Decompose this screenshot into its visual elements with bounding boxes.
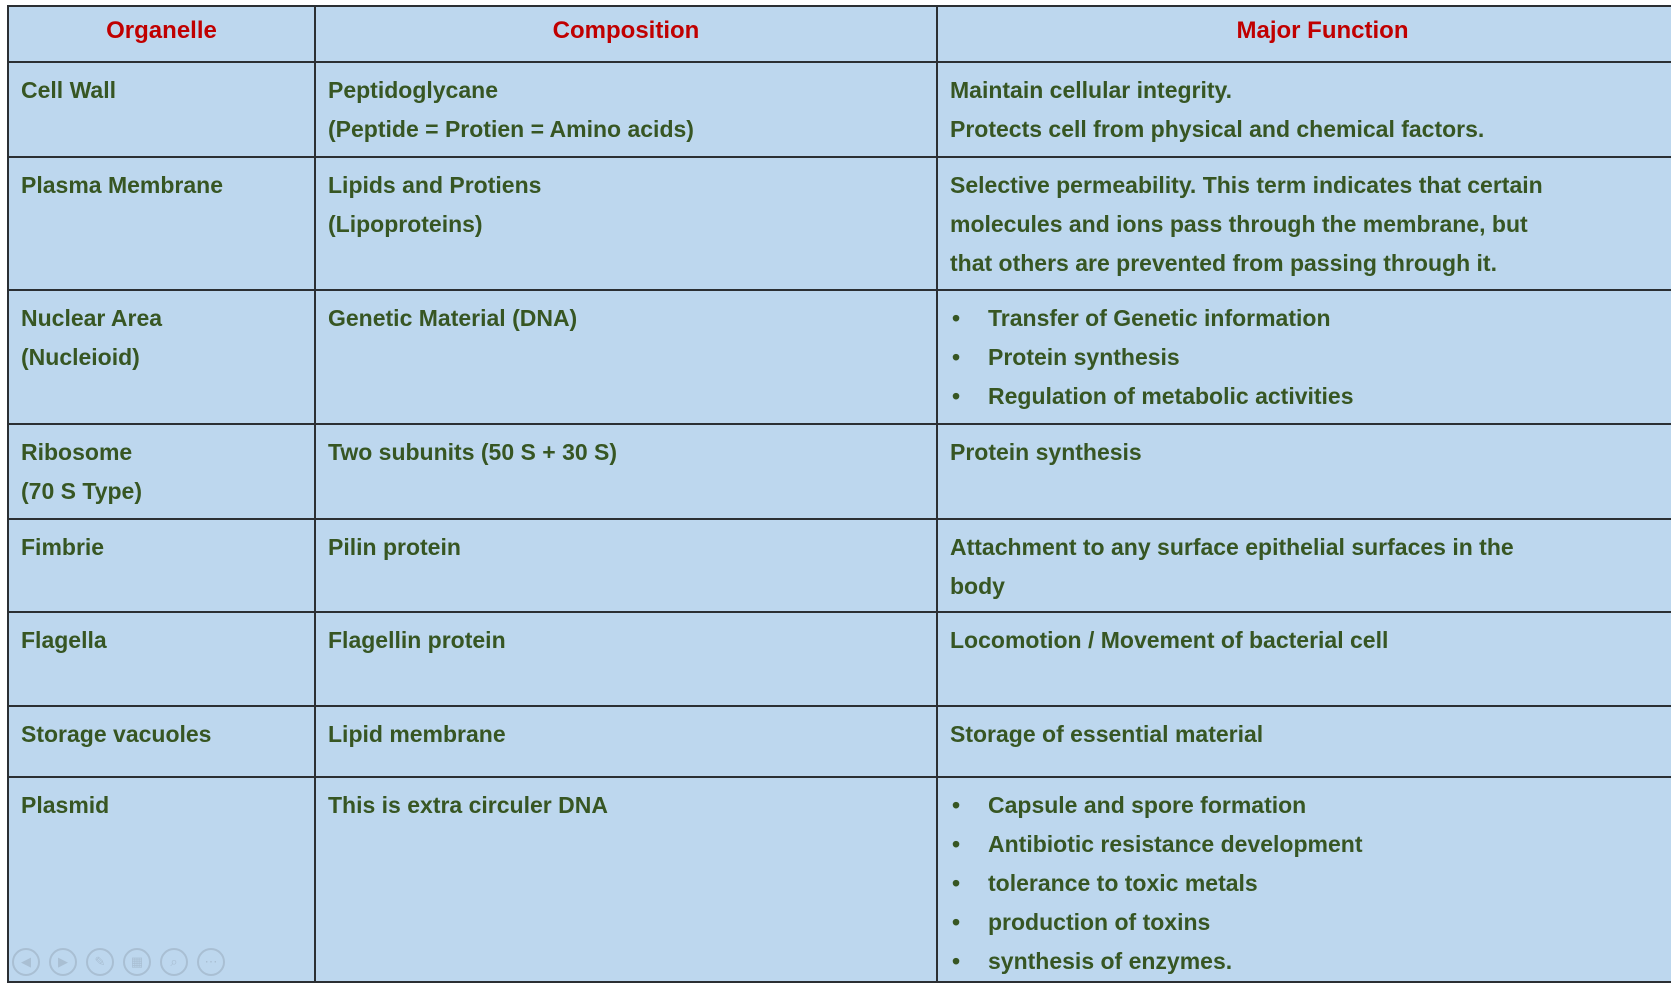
list-item: • Protein synthesis bbox=[950, 338, 1671, 377]
list-item: • Capsule and spore formation bbox=[950, 786, 1671, 825]
header-organelle: Organelle bbox=[8, 6, 315, 62]
cell-text-line: Genetic Material (DNA) bbox=[328, 305, 578, 331]
function-cell bbox=[937, 777, 1671, 982]
function-cell bbox=[937, 62, 1671, 157]
function-cell bbox=[937, 519, 1671, 612]
organelle-cell bbox=[8, 424, 315, 519]
cell-text-line: Peptidoglycane bbox=[328, 77, 498, 103]
function-list bbox=[950, 299, 1671, 416]
cell-text-line: Lipid membrane bbox=[328, 721, 506, 747]
header-composition: Composition bbox=[315, 6, 937, 62]
composition-cell bbox=[315, 612, 937, 706]
cell-text-line: Pilin protein bbox=[328, 534, 461, 560]
table-row bbox=[8, 706, 1671, 777]
slideshow-controls bbox=[12, 948, 225, 976]
header-function: Major Function bbox=[937, 6, 1671, 62]
cell-text-line: Two subunits (50 S + 30 S) bbox=[328, 439, 618, 465]
cell-text-line: molecules and ions pass through the membrane, but bbox=[950, 211, 1528, 237]
table-row bbox=[8, 290, 1671, 424]
table-row bbox=[8, 612, 1671, 706]
composition-cell bbox=[315, 290, 937, 424]
cell-text-line: Ribosome bbox=[21, 439, 133, 465]
list-item: • Transfer of Genetic information bbox=[950, 299, 1671, 338]
pen-icon[interactable]: ✎ bbox=[86, 948, 114, 976]
cell-text-line: Maintain cellular integrity. bbox=[950, 77, 1233, 103]
organelle-cell bbox=[8, 290, 315, 424]
cell-text-line: Protein synthesis bbox=[950, 439, 1142, 465]
slides-grid-icon[interactable]: ▦ bbox=[123, 948, 151, 976]
list-item: • Regulation of metabolic activities bbox=[950, 377, 1671, 416]
table-row bbox=[8, 777, 1671, 982]
cell-text-line: that others are prevented from passing through it. bbox=[950, 250, 1497, 276]
composition-cell bbox=[315, 424, 937, 519]
cell-text-line: This is extra circuler DNA bbox=[328, 792, 608, 818]
cell-text-line: Attachment to any surface epithelial surfaces in the bbox=[950, 534, 1514, 560]
cell-text-line: Storage of essential material bbox=[950, 721, 1264, 747]
organelle-cell bbox=[8, 706, 315, 777]
table-row bbox=[8, 519, 1671, 612]
organelle-table bbox=[7, 5, 1671, 983]
cell-text-line: Flagella bbox=[21, 627, 107, 653]
cell-text-line: Lipids and Protiens bbox=[328, 172, 542, 198]
cell-text-line: Plasmid bbox=[21, 792, 110, 818]
organelle-cell bbox=[8, 62, 315, 157]
function-cell bbox=[937, 706, 1671, 777]
cell-text-line: Cell Wall bbox=[21, 77, 116, 103]
composition-cell bbox=[315, 706, 937, 777]
composition-cell bbox=[315, 519, 937, 612]
next-icon[interactable]: ▶ bbox=[49, 948, 77, 976]
cell-text-line: Storage vacuoles bbox=[21, 721, 212, 747]
function-cell bbox=[937, 290, 1671, 424]
cell-text-line: Protects cell from physical and chemical factors. bbox=[950, 116, 1485, 142]
list-item: • tolerance to toxic metals bbox=[950, 864, 1671, 903]
header-row bbox=[8, 6, 1671, 62]
organelle-cell bbox=[8, 519, 315, 612]
cell-text-line: (Peptide = Protien = Amino acids) bbox=[328, 116, 694, 142]
function-list bbox=[950, 786, 1671, 981]
table-row bbox=[8, 62, 1671, 157]
cell-text-line: (Nucleioid) bbox=[21, 344, 140, 370]
cell-text-line: Selective permeability. This term indicates that certain bbox=[950, 172, 1543, 198]
cell-text-line: Fimbrie bbox=[21, 534, 105, 560]
composition-cell bbox=[315, 777, 937, 982]
list-item: • Antibiotic resistance development bbox=[950, 825, 1671, 864]
composition-cell bbox=[315, 157, 937, 290]
cell-text-line: Locomotion / Movement of bacterial cell bbox=[950, 627, 1389, 653]
cell-text-line: body bbox=[950, 573, 1005, 599]
zoom-icon[interactable]: ⌕ bbox=[160, 948, 188, 976]
function-cell bbox=[937, 424, 1671, 519]
function-cell bbox=[937, 612, 1671, 706]
cell-text-line: Plasma Membrane bbox=[21, 172, 223, 198]
cell-text-line: Flagellin protein bbox=[328, 627, 506, 653]
list-item: • production of toxins bbox=[950, 903, 1671, 942]
table-row bbox=[8, 424, 1671, 519]
cell-text-line: (70 S Type) bbox=[21, 478, 142, 504]
cell-text-line: Nuclear Area bbox=[21, 305, 163, 331]
more-icon[interactable]: ⋯ bbox=[197, 948, 225, 976]
table-row bbox=[8, 157, 1671, 290]
function-cell bbox=[937, 157, 1671, 290]
list-item: • synthesis of enzymes. bbox=[950, 942, 1671, 981]
cell-text-line: (Lipoproteins) bbox=[328, 211, 483, 237]
organelle-cell bbox=[8, 612, 315, 706]
organelle-cell bbox=[8, 157, 315, 290]
composition-cell bbox=[315, 62, 937, 157]
previous-icon[interactable]: ◀ bbox=[12, 948, 40, 976]
